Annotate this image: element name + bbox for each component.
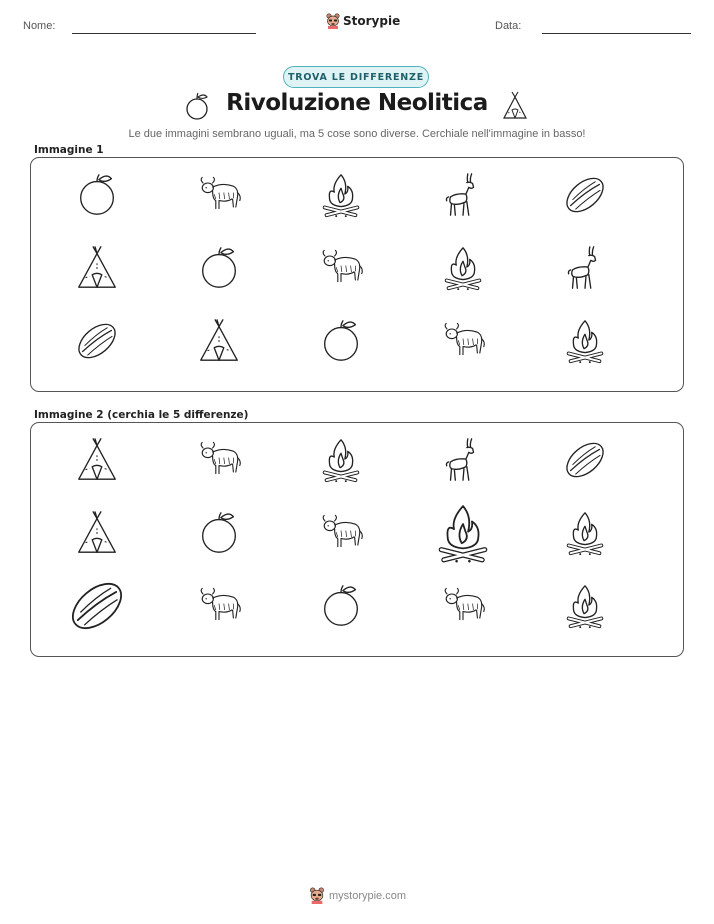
image2-r2c5-campfire-icon[interactable] (550, 503, 620, 563)
image1-r1c2-yak-icon (184, 165, 254, 225)
image1-r2c1-tepee-icon (62, 238, 132, 298)
footer (309, 887, 406, 904)
image2-label: Immagine 2 (cerchia le 5 differenze) (34, 409, 249, 421)
image2-r2c1-tepee-icon[interactable] (62, 503, 132, 563)
image2-r1c5-seed-icon[interactable] (550, 430, 620, 490)
image1-label: Immagine 1 (34, 144, 104, 156)
image2-r3c4-yak-icon[interactable] (428, 576, 498, 636)
image1-r1c4-gazelle-icon (428, 165, 498, 225)
image1-r3c1-seed-icon (62, 311, 132, 371)
title-tepee-icon (500, 91, 530, 126)
brand-name: Storypie (343, 14, 401, 28)
date-line[interactable] (542, 33, 691, 34)
image1-r3c3-orange-icon (306, 311, 376, 371)
worksheet-title: Rivoluzione Neolitica (226, 90, 488, 116)
image2-r1c2-yak-icon[interactable] (184, 430, 254, 490)
image2-r3c1-seed-icon[interactable] (62, 571, 132, 641)
image1-r1c5-seed-icon (550, 165, 620, 225)
name-line[interactable] (72, 33, 256, 34)
image2-r2c4-campfire-icon[interactable] (428, 498, 498, 568)
image1-r3c5-campfire-icon (550, 311, 620, 371)
image2-r3c2-yak-icon[interactable] (184, 576, 254, 636)
image2-r3c5-campfire-icon[interactable] (550, 576, 620, 636)
image1-r1c3-campfire-icon (306, 165, 376, 225)
image1-r2c4-campfire-icon (428, 238, 498, 298)
image2-r2c3-yak-icon[interactable] (306, 503, 376, 563)
image2-r2c2-orange-icon[interactable] (184, 503, 254, 563)
image2-r1c3-campfire-icon[interactable] (306, 430, 376, 490)
image1-r2c2-orange-icon (184, 238, 254, 298)
instructions: Le due immagini sembrano uguali, ma 5 cose sono diverse. Cerchiale nell'immagine in basso! (128, 128, 586, 140)
image1-r2c3-yak-icon (306, 238, 376, 298)
image1-r3c2-tepee-icon (184, 311, 254, 371)
bear-logo-icon (326, 13, 340, 29)
image1-r2c5-gazelle-icon (550, 238, 620, 298)
image2-r1c1-tepee-icon[interactable] (62, 430, 132, 490)
image2-panel[interactable] (30, 422, 684, 657)
footer-site[interactable]: mystorypie.com (329, 889, 407, 902)
date-label: Data: (495, 20, 522, 32)
image1-panel (30, 157, 684, 392)
image2-r3c3-orange-icon[interactable] (306, 576, 376, 636)
image1-r3c4-yak-icon (428, 311, 498, 371)
bear-logo-icon (309, 887, 325, 904)
worksheet-type-badge: TROVA LE DIFFERENZE (283, 66, 429, 88)
image2-r1c4-gazelle-icon[interactable] (428, 430, 498, 490)
name-label: Nome: (23, 20, 56, 32)
brand-logo (326, 13, 400, 29)
image1-r1c1-orange-icon (62, 165, 132, 225)
